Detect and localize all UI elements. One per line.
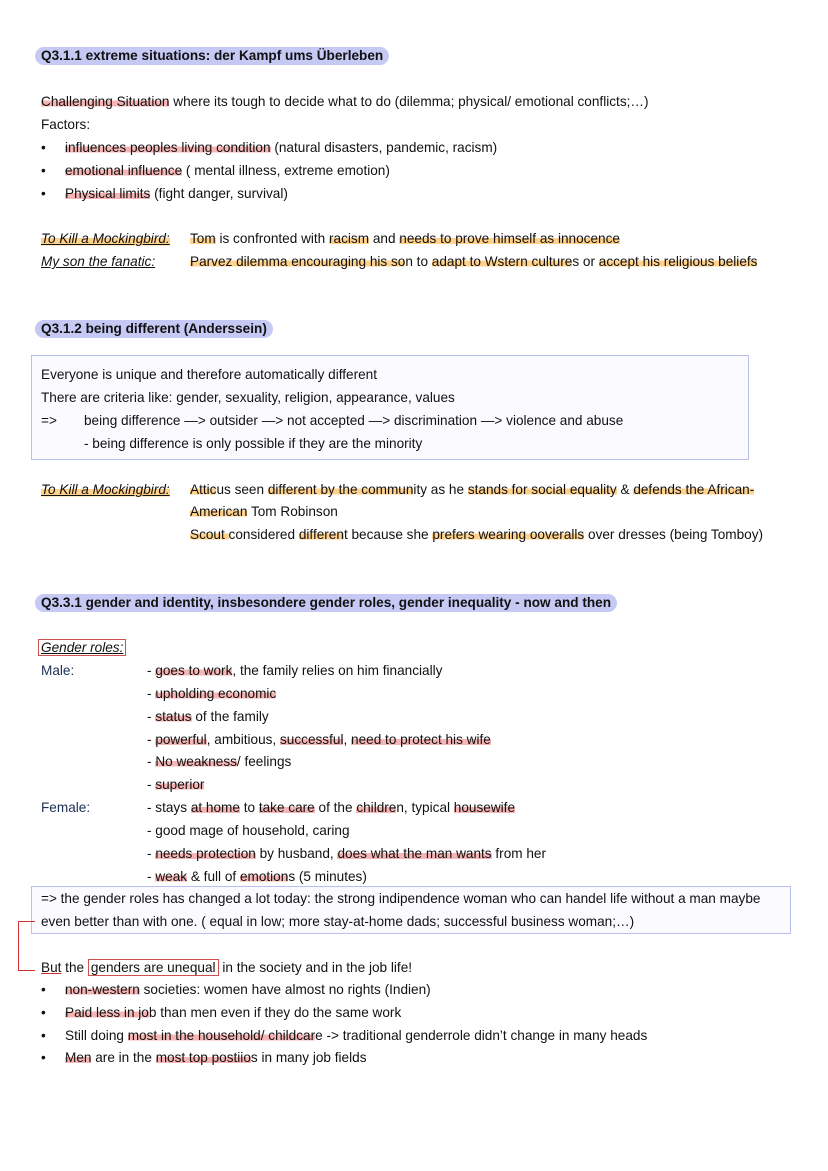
text-segment: , — [343, 732, 352, 747]
text-segment: American — [190, 504, 248, 519]
text-segment: to — [239, 800, 259, 815]
text-segment: s (5 minutes) — [288, 869, 367, 884]
text-segment: the — [61, 960, 88, 975]
text-segment: - — [147, 754, 156, 769]
text-segment: childre — [356, 800, 397, 815]
mockingbird-example — [190, 230, 620, 248]
section-heading-being-different: Q3.1.2 being different (Anderssein) — [35, 320, 273, 338]
text-segment: (fight danger, survival) — [150, 186, 288, 201]
inequality-item — [41, 981, 431, 999]
text-segment: and — [369, 231, 400, 246]
text-segment: societies: women have almost no rights (Indien) — [139, 982, 431, 997]
text-segment: Parvez dilemma encouraging his so — [190, 254, 406, 269]
connector-bracket — [18, 921, 35, 971]
text-segment: emotional influence — [65, 163, 183, 178]
inequality-item — [41, 1049, 367, 1067]
text-segment: housewife — [453, 800, 516, 815]
text-segment: , ambitious, — [206, 732, 280, 747]
text-segment: Gender roles: — [38, 639, 126, 656]
female-label: Female: — [41, 800, 91, 815]
inequality-item — [41, 1027, 648, 1045]
text-segment: prefers wearing ooveralls — [432, 527, 585, 542]
text-segment: from her — [491, 846, 546, 861]
challenging-situation-definition: where its tough to decide what to do (dilemma; physical/ emotional conflicts;…) — [169, 94, 649, 109]
minority-note: - being difference is only possible if they are the minority — [84, 436, 423, 451]
book-title-my-son-the-fanatic: My son the fanatic: — [41, 254, 156, 269]
text-segment: over dresses (being Tomboy) — [584, 527, 764, 542]
text-segment: - — [147, 777, 156, 792]
male-role-item — [147, 731, 491, 749]
bullet: • — [41, 1050, 46, 1065]
female-role-item: - good mage of household, caring — [147, 823, 350, 838]
male-role-item — [147, 776, 204, 794]
consequence-chain: being difference —> outsider —> not accepted —> discrimination —> violence and abuse — [84, 413, 624, 428]
text-segment: adapt to Wstern culture — [431, 254, 573, 269]
factors-label: Factors: — [41, 117, 91, 132]
scout-example — [190, 526, 763, 544]
text-segment: & — [616, 482, 634, 497]
section-heading-gender-identity: Q3.3.1 gender and identity, insbesondere gender roles, gender inequality - now and then — [35, 594, 617, 612]
bullet: • — [41, 140, 46, 155]
text-segment: racism — [329, 231, 370, 246]
text-segment: Still doing — [65, 1028, 128, 1043]
text-segment: & full of — [187, 869, 240, 884]
text-segment: genders are unequal — [88, 959, 219, 976]
male-role-item — [147, 708, 269, 726]
text-segment: at home — [190, 800, 240, 815]
text-segment: e -> traditional genderrole didn’t change in many heads — [315, 1028, 648, 1043]
factor-item — [41, 139, 498, 157]
text-segment: successful — [280, 732, 344, 747]
text-segment: upholding economic — [155, 686, 277, 701]
text-segment: differen — [298, 527, 344, 542]
change-line: => the gender roles has changed a lot today: the strong indipendence woman who can handel life without a man maybe — [41, 891, 761, 906]
text-segment: of the family — [191, 709, 269, 724]
text-segment: does what the man wants — [337, 846, 492, 861]
text-segment: - — [147, 663, 156, 678]
text-segment: t because she — [343, 527, 433, 542]
text-segment: need to protect his wife — [351, 732, 491, 747]
male-label: Male: — [41, 663, 75, 678]
text-segment: non-western — [65, 982, 140, 997]
bullet: • — [41, 1028, 46, 1043]
factor-item — [41, 162, 390, 180]
text-segment: different by the commun — [267, 482, 414, 497]
atticus-example-cont — [190, 503, 338, 521]
change-line-cont: even better than with one. ( equal in low; more stay-at-home dads; successful business woman;…) — [41, 914, 635, 929]
text-segment: of the — [314, 800, 357, 815]
bullet: • — [41, 982, 46, 997]
text-segment: are in the — [91, 1050, 156, 1065]
inequality-item — [41, 1004, 402, 1022]
text-segment: s or — [572, 254, 599, 269]
factor-item — [41, 185, 288, 203]
text-segment: (natural disasters, pandemic, racism) — [270, 140, 498, 155]
text-segment: s in many job fields — [250, 1050, 367, 1065]
text-segment: accept his religious beliefs — [598, 254, 758, 269]
text-segment: Men — [65, 1050, 92, 1065]
text-segment: emotion — [239, 869, 289, 884]
text-segment: defends the African- — [633, 482, 755, 497]
text-segment: us seen — [216, 482, 268, 497]
text-segment: stands for social equality — [467, 482, 617, 497]
text-segment: ity as he — [413, 482, 468, 497]
text-segment: n to — [405, 254, 432, 269]
arrow-marker: => — [41, 413, 57, 428]
text-segment: Tom Robinson — [247, 504, 338, 519]
text-segment: No weakness — [155, 754, 237, 769]
text-segment: influences peoples living condition — [65, 140, 271, 155]
text-segment: is confronted with — [215, 231, 330, 246]
text-segment: status — [155, 709, 192, 724]
text-segment: - — [147, 869, 156, 884]
text-segment: ( mental illness, extreme emotion) — [182, 163, 390, 178]
male-role-item — [147, 685, 276, 703]
text-segment: needs to prove himself as innocence — [399, 231, 620, 246]
fanatic-example — [190, 253, 757, 271]
bullet: • — [41, 163, 46, 178]
bullet: • — [41, 1005, 46, 1020]
text-segment: goes to work — [155, 663, 233, 678]
text-segment: - — [147, 846, 156, 861]
gender-roles-label — [38, 639, 126, 657]
text-segment: considered — [228, 527, 299, 542]
challenging-situation-term: Challenging Situation — [41, 94, 170, 109]
text-segment: - — [147, 732, 156, 747]
challenging-situation-line — [41, 93, 649, 111]
text-segment: b than men even if they do the same work — [148, 1005, 402, 1020]
female-role-item — [147, 799, 515, 817]
book-title-mockingbird: To Kill a Mockingbird: — [41, 231, 170, 246]
section-heading-extreme-situations: Q3.1.1 extreme situations: der Kampf ums Überleben — [35, 47, 389, 65]
text-segment: superior — [155, 777, 205, 792]
text-segment: weak — [155, 869, 188, 884]
text-segment: most top postiio — [155, 1050, 251, 1065]
text-segment: Paid less in jo — [65, 1005, 149, 1020]
unequal-statement — [41, 959, 412, 977]
bullet: • — [41, 186, 46, 201]
text-segment: - — [147, 686, 156, 701]
text-segment: needs protection — [155, 846, 256, 861]
male-role-item — [147, 662, 442, 680]
book-title-mockingbird: To Kill a Mockingbird: — [41, 482, 170, 497]
text-segment: , the family relies on him financially — [232, 663, 443, 678]
male-role-item — [147, 753, 291, 771]
text-segment: by husband, — [255, 846, 338, 861]
text-segment: - — [147, 709, 156, 724]
text-segment: Tom — [190, 231, 216, 246]
text-segment: n, typical — [396, 800, 454, 815]
text-segment: - stays — [147, 800, 191, 815]
female-role-item — [147, 845, 546, 863]
female-role-item — [147, 868, 367, 886]
text-segment: powerful — [155, 732, 207, 747]
atticus-example — [190, 481, 754, 499]
text-segment: Scout — [190, 527, 229, 542]
text-segment: Physical limits — [65, 186, 151, 201]
text-segment: / feelings — [236, 754, 292, 769]
text-segment: take care — [258, 800, 315, 815]
text-segment: in the society and in the job life! — [218, 960, 413, 975]
text-segment: Attic — [190, 482, 217, 497]
text-segment: most in the household/ childcar — [127, 1028, 316, 1043]
text-segment: But — [41, 960, 62, 975]
definition-line: Everyone is unique and therefore automatically different — [41, 367, 378, 382]
criteria-line: There are criteria like: gender, sexuality, religion, appearance, values — [41, 390, 455, 405]
